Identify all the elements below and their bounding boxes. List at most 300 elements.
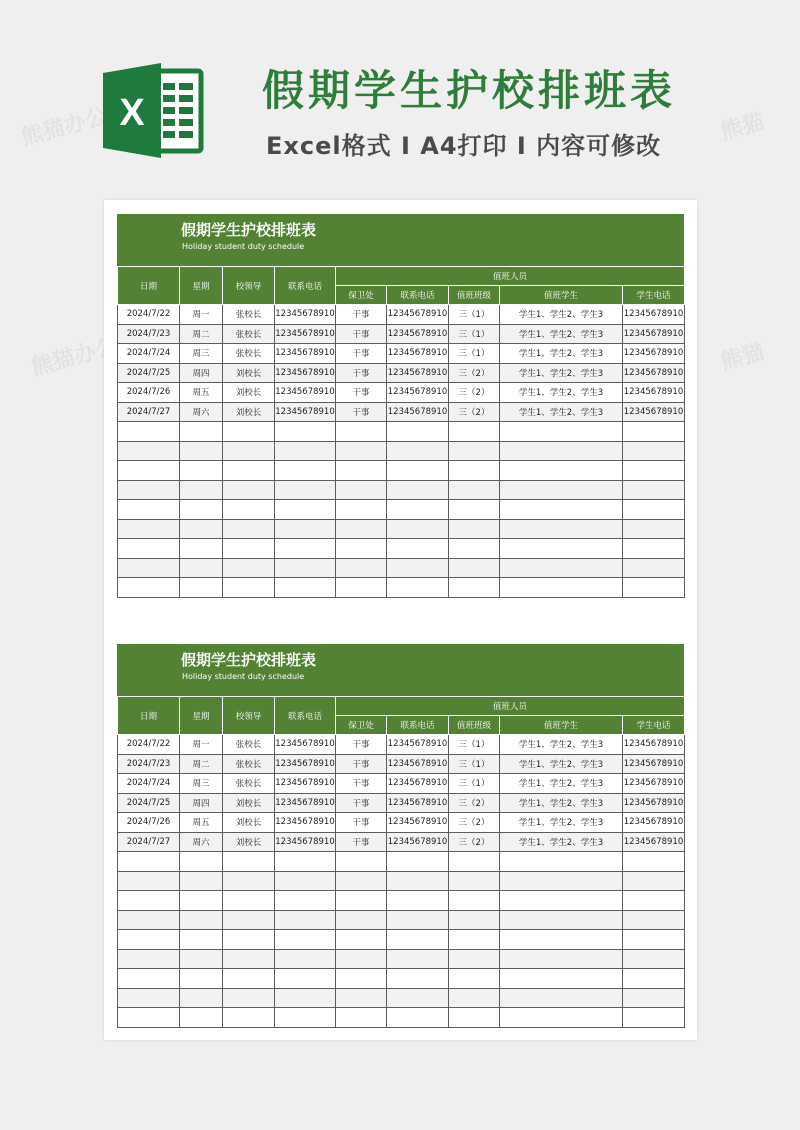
table-cell: [623, 558, 685, 578]
table-row: [118, 402, 685, 422]
table-row: [118, 891, 685, 911]
table-cell: [387, 949, 449, 969]
table-cell: [275, 930, 336, 950]
table-cell: 三（2）: [449, 363, 500, 383]
table-cell: [118, 871, 180, 891]
table-cell: 12345678910: [275, 735, 336, 755]
table-cell: [223, 519, 275, 539]
table-cell: [336, 910, 387, 930]
table-cell: [223, 891, 275, 911]
sheet-subtitle: Holiday student duty schedule: [182, 672, 305, 681]
table-cell: [275, 891, 336, 911]
table-cell: [500, 539, 623, 559]
table-cell: [500, 558, 623, 578]
table-cell: 12345678910: [387, 305, 449, 325]
table-cell: [387, 422, 449, 442]
table-cell: 三（1）: [449, 754, 500, 774]
table-row: [118, 383, 685, 403]
table-cell: 刘校长: [223, 793, 275, 813]
table-cell: 12345678910: [387, 832, 449, 852]
watermark: 熊猫: [718, 339, 768, 376]
table-cell: 三（2）: [449, 383, 500, 403]
table-cell: 12345678910: [387, 383, 449, 403]
table-cell: [275, 441, 336, 461]
table-cell: [449, 480, 500, 500]
table-cell: 干事: [336, 324, 387, 344]
table-cell: [336, 422, 387, 442]
table-cell: [180, 969, 223, 989]
table-cell: 学生1、学生2、学生3: [500, 344, 623, 364]
table-cell: 张校长: [223, 305, 275, 325]
table-cell: [275, 871, 336, 891]
table-cell: [500, 480, 623, 500]
table-cell: 周一: [180, 735, 223, 755]
table-cell: [223, 558, 275, 578]
sheet-title: 假期学生护校排班表: [181, 221, 317, 239]
table-cell: 干事: [336, 305, 387, 325]
table-row: [118, 969, 685, 989]
column-header-duty-class: 值班班级: [449, 286, 500, 305]
table-cell: [180, 500, 223, 520]
table-cell: [387, 519, 449, 539]
table-cell: [387, 480, 449, 500]
table-cell: [449, 422, 500, 442]
table-cell: [180, 871, 223, 891]
table-cell: [500, 969, 623, 989]
table-cell: 干事: [336, 383, 387, 403]
table-cell: 三（1）: [449, 774, 500, 794]
table-cell: [449, 969, 500, 989]
table-cell: 张校长: [223, 754, 275, 774]
table-cell: [118, 891, 180, 911]
table-cell: [336, 519, 387, 539]
table-cell: [387, 441, 449, 461]
table-row: [118, 305, 685, 325]
table-cell: [336, 539, 387, 559]
table-cell: [118, 500, 180, 520]
table-cell: [623, 461, 685, 481]
table-cell: [500, 578, 623, 598]
table-cell: [180, 910, 223, 930]
table-cell: 12345678910: [387, 363, 449, 383]
table-row: [118, 539, 685, 559]
table-cell: [449, 461, 500, 481]
table-cell: [223, 480, 275, 500]
column-header-security: 保卫处: [336, 716, 387, 735]
table-cell: 干事: [336, 363, 387, 383]
table-cell: 学生1、学生2、学生3: [500, 305, 623, 325]
table-cell: [118, 422, 180, 442]
table-row: [118, 988, 685, 1008]
banner: [0, 0, 800, 200]
column-header-duty-students: 值班学生: [500, 286, 623, 305]
table-cell: [500, 500, 623, 520]
table-cell: 张校长: [223, 344, 275, 364]
table-cell: [223, 949, 275, 969]
table-cell: 学生1、学生2、学生3: [500, 832, 623, 852]
table-cell: 三（1）: [449, 344, 500, 364]
table-cell: 12345678910: [275, 754, 336, 774]
table-cell: [180, 480, 223, 500]
table-cell: [118, 578, 180, 598]
table-cell: 学生1、学生2、学生3: [500, 793, 623, 813]
table-cell: [180, 539, 223, 559]
table-cell: [275, 1008, 336, 1028]
table-cell: 2024/7/24: [118, 344, 180, 364]
table-row: [118, 910, 685, 930]
table-cell: [336, 891, 387, 911]
table-cell: [449, 1008, 500, 1028]
table-cell: 三（1）: [449, 324, 500, 344]
table-cell: [336, 930, 387, 950]
table-row: [118, 852, 685, 872]
table-cell: [180, 519, 223, 539]
table-cell: 刘校长: [223, 813, 275, 833]
table-cell: [500, 441, 623, 461]
watermark: 熊猫: [718, 109, 768, 146]
table-cell: [623, 969, 685, 989]
table-cell: 2024/7/23: [118, 754, 180, 774]
table-cell: [223, 422, 275, 442]
column-header-duty-students: 值班学生: [500, 716, 623, 735]
table-cell: [500, 1008, 623, 1028]
table-cell: 周三: [180, 774, 223, 794]
table-cell: [623, 910, 685, 930]
table-cell: 学生1、学生2、学生3: [500, 383, 623, 403]
table-cell: [275, 461, 336, 481]
table-cell: [275, 422, 336, 442]
table-cell: [449, 578, 500, 598]
table-cell: [118, 539, 180, 559]
table-cell: [500, 988, 623, 1008]
column-header-security-phone: 联系电话: [387, 286, 449, 305]
table-cell: [275, 539, 336, 559]
table-cell: [118, 480, 180, 500]
table-cell: 12345678910: [275, 832, 336, 852]
table-cell: [118, 949, 180, 969]
table-cell: [449, 891, 500, 911]
table-cell: [449, 519, 500, 539]
table-cell: [223, 910, 275, 930]
table-cell: 2024/7/27: [118, 832, 180, 852]
table-cell: 刘校长: [223, 363, 275, 383]
sheet-header: [117, 214, 684, 266]
table-cell: 学生1、学生2、学生3: [500, 363, 623, 383]
table-cell: 三（2）: [449, 813, 500, 833]
table-cell: 12345678910: [623, 793, 685, 813]
table-cell: [623, 578, 685, 598]
excel-logo-icon: [103, 63, 205, 158]
table-cell: [623, 988, 685, 1008]
table-cell: [387, 461, 449, 481]
table-cell: [118, 461, 180, 481]
table-body: [118, 305, 685, 598]
table-cell: 12345678910: [275, 344, 336, 364]
table-cell: [118, 910, 180, 930]
table-cell: [118, 969, 180, 989]
table-cell: [180, 930, 223, 950]
table-cell: 12345678910: [387, 344, 449, 364]
table-cell: 周六: [180, 832, 223, 852]
table-cell: 2024/7/22: [118, 735, 180, 755]
table-cell: 学生1、学生2、学生3: [500, 402, 623, 422]
table-row: [118, 500, 685, 520]
table-cell: 周三: [180, 344, 223, 364]
table-cell: [336, 988, 387, 1008]
table-cell: [336, 852, 387, 872]
table-cell: 12345678910: [275, 774, 336, 794]
table-cell: 学生1、学生2、学生3: [500, 774, 623, 794]
table-cell: 干事: [336, 754, 387, 774]
table-cell: [623, 930, 685, 950]
table-cell: [387, 969, 449, 989]
table-cell: [387, 578, 449, 598]
table-cell: [387, 891, 449, 911]
table-cell: 周五: [180, 383, 223, 403]
table-cell: [118, 852, 180, 872]
table-cell: [118, 1008, 180, 1028]
table-cell: 12345678910: [275, 813, 336, 833]
table-cell: 12345678910: [387, 774, 449, 794]
table-cell: [223, 1008, 275, 1028]
table-cell: 12345678910: [275, 363, 336, 383]
table-cell: [275, 480, 336, 500]
table-cell: [500, 949, 623, 969]
table-cell: [500, 930, 623, 950]
table-cell: [275, 969, 336, 989]
table-cell: [336, 461, 387, 481]
table-cell: 周五: [180, 813, 223, 833]
table-cell: 周一: [180, 305, 223, 325]
table-cell: 2024/7/24: [118, 774, 180, 794]
table-cell: [336, 441, 387, 461]
document-page: [104, 200, 697, 1040]
table-cell: 12345678910: [387, 754, 449, 774]
table-cell: [275, 578, 336, 598]
table-cell: 12345678910: [623, 344, 685, 364]
table-cell: [449, 558, 500, 578]
table-cell: [623, 539, 685, 559]
table-cell: 12345678910: [623, 383, 685, 403]
table-cell: [449, 871, 500, 891]
table-cell: [336, 969, 387, 989]
table-cell: [623, 891, 685, 911]
table-cell: [180, 988, 223, 1008]
table-cell: 刘校长: [223, 832, 275, 852]
table-cell: [449, 930, 500, 950]
table-cell: 学生1、学生2、学生3: [500, 735, 623, 755]
table-cell: [623, 480, 685, 500]
table-cell: [500, 461, 623, 481]
table-cell: [118, 519, 180, 539]
table-cell: [623, 441, 685, 461]
table-cell: 三（1）: [449, 735, 500, 755]
table-cell: [623, 1008, 685, 1028]
table-cell: [336, 558, 387, 578]
table-cell: [623, 871, 685, 891]
table-cell: 周二: [180, 324, 223, 344]
table-row: [118, 324, 685, 344]
table-cell: 2024/7/23: [118, 324, 180, 344]
column-header-duty-class: 值班班级: [449, 716, 500, 735]
table-cell: [223, 500, 275, 520]
table-row: [118, 344, 685, 364]
table-cell: [449, 441, 500, 461]
table-cell: 12345678910: [623, 402, 685, 422]
table-cell: [449, 910, 500, 930]
table-row: [118, 774, 685, 794]
table-cell: [623, 852, 685, 872]
column-header-student-phone: 学生电话: [623, 716, 685, 735]
column-header-principal-phone: 联系电话: [275, 697, 336, 735]
table-cell: [387, 539, 449, 559]
table-cell: [223, 539, 275, 559]
table-cell: 12345678910: [275, 305, 336, 325]
table-cell: [180, 461, 223, 481]
table-cell: [500, 871, 623, 891]
table-cell: [449, 500, 500, 520]
column-header-weekday: 星期: [180, 697, 223, 735]
table-cell: 2024/7/27: [118, 402, 180, 422]
table-cell: [223, 441, 275, 461]
table-cell: 12345678910: [623, 754, 685, 774]
table-cell: 12345678910: [275, 793, 336, 813]
table-cell: 12345678910: [623, 774, 685, 794]
table-cell: 12345678910: [623, 735, 685, 755]
table-cell: [387, 1008, 449, 1028]
table-cell: 干事: [336, 735, 387, 755]
table-cell: 张校长: [223, 774, 275, 794]
table-cell: 刘校长: [223, 402, 275, 422]
column-header-security: 保卫处: [336, 286, 387, 305]
table-row: [118, 832, 685, 852]
table-cell: [180, 949, 223, 969]
table-row: [118, 558, 685, 578]
table-cell: 12345678910: [387, 813, 449, 833]
table-cell: 三（1）: [449, 305, 500, 325]
table-cell: 干事: [336, 774, 387, 794]
table-row: [118, 1008, 685, 1028]
table-cell: [336, 578, 387, 598]
table-cell: [623, 422, 685, 442]
table-cell: [223, 461, 275, 481]
schedule-table: [117, 696, 685, 1028]
sheet-title: 假期学生护校排班表: [181, 651, 317, 669]
table-cell: 12345678910: [623, 832, 685, 852]
column-header-student-phone: 学生电话: [623, 286, 685, 305]
table-cell: 2024/7/26: [118, 383, 180, 403]
table-row: [118, 754, 685, 774]
column-header-principal-phone: 联系电话: [275, 267, 336, 305]
table-cell: 12345678910: [387, 402, 449, 422]
table-cell: [500, 422, 623, 442]
table-cell: [180, 1008, 223, 1028]
table-cell: [387, 500, 449, 520]
table-row: [118, 793, 685, 813]
table-cell: [180, 558, 223, 578]
group-header-duty-staff: 值班人员: [336, 267, 685, 286]
table-cell: [336, 500, 387, 520]
table-cell: [180, 422, 223, 442]
table-cell: [623, 949, 685, 969]
table-cell: [336, 1008, 387, 1028]
table-cell: [336, 480, 387, 500]
table-cell: [449, 988, 500, 1008]
table-row: [118, 441, 685, 461]
table-row: [118, 813, 685, 833]
table-cell: [180, 852, 223, 872]
table-cell: [180, 578, 223, 598]
table-cell: 学生1、学生2、学生3: [500, 813, 623, 833]
table-cell: 周六: [180, 402, 223, 422]
table-cell: [118, 558, 180, 578]
table-cell: [500, 891, 623, 911]
table-cell: [336, 871, 387, 891]
table-row: [118, 949, 685, 969]
table-cell: 12345678910: [623, 813, 685, 833]
table-cell: 干事: [336, 793, 387, 813]
table-cell: 干事: [336, 344, 387, 364]
table-cell: 12345678910: [387, 324, 449, 344]
table-cell: [623, 519, 685, 539]
table-cell: [387, 871, 449, 891]
table-body: [118, 735, 685, 1028]
table-cell: 张校长: [223, 324, 275, 344]
table-cell: [623, 500, 685, 520]
schedule-sheet: [117, 644, 684, 1028]
column-header-security-phone: 联系电话: [387, 716, 449, 735]
table-cell: 2024/7/22: [118, 305, 180, 325]
table-row: [118, 871, 685, 891]
table-cell: 2024/7/26: [118, 813, 180, 833]
table-row: [118, 422, 685, 442]
table-cell: 12345678910: [387, 735, 449, 755]
table-cell: 12345678910: [623, 363, 685, 383]
table-cell: [223, 930, 275, 950]
table-cell: [500, 519, 623, 539]
table-cell: 张校长: [223, 735, 275, 755]
table-cell: [275, 519, 336, 539]
table-row: [118, 480, 685, 500]
logo-letter: X: [119, 92, 145, 134]
table-cell: 2024/7/25: [118, 363, 180, 383]
table-cell: 12345678910: [275, 383, 336, 403]
table-row: [118, 735, 685, 755]
table-cell: [275, 910, 336, 930]
table-cell: [118, 441, 180, 461]
table-row: [118, 930, 685, 950]
table-cell: [500, 910, 623, 930]
table-cell: [275, 852, 336, 872]
table-cell: [387, 930, 449, 950]
table-cell: 学生1、学生2、学生3: [500, 324, 623, 344]
schedule-table: [117, 266, 685, 598]
sheet-header: [117, 644, 684, 696]
table-cell: [180, 891, 223, 911]
table-row: [118, 519, 685, 539]
table-row: [118, 578, 685, 598]
table-cell: 12345678910: [275, 324, 336, 344]
table-cell: [223, 988, 275, 1008]
table-cell: [223, 871, 275, 891]
table-cell: [275, 988, 336, 1008]
column-header-principal: 校领导: [223, 697, 275, 735]
table-cell: 12345678910: [387, 793, 449, 813]
table-cell: [275, 558, 336, 578]
table-cell: [387, 988, 449, 1008]
table-cell: 12345678910: [275, 402, 336, 422]
table-cell: [449, 949, 500, 969]
